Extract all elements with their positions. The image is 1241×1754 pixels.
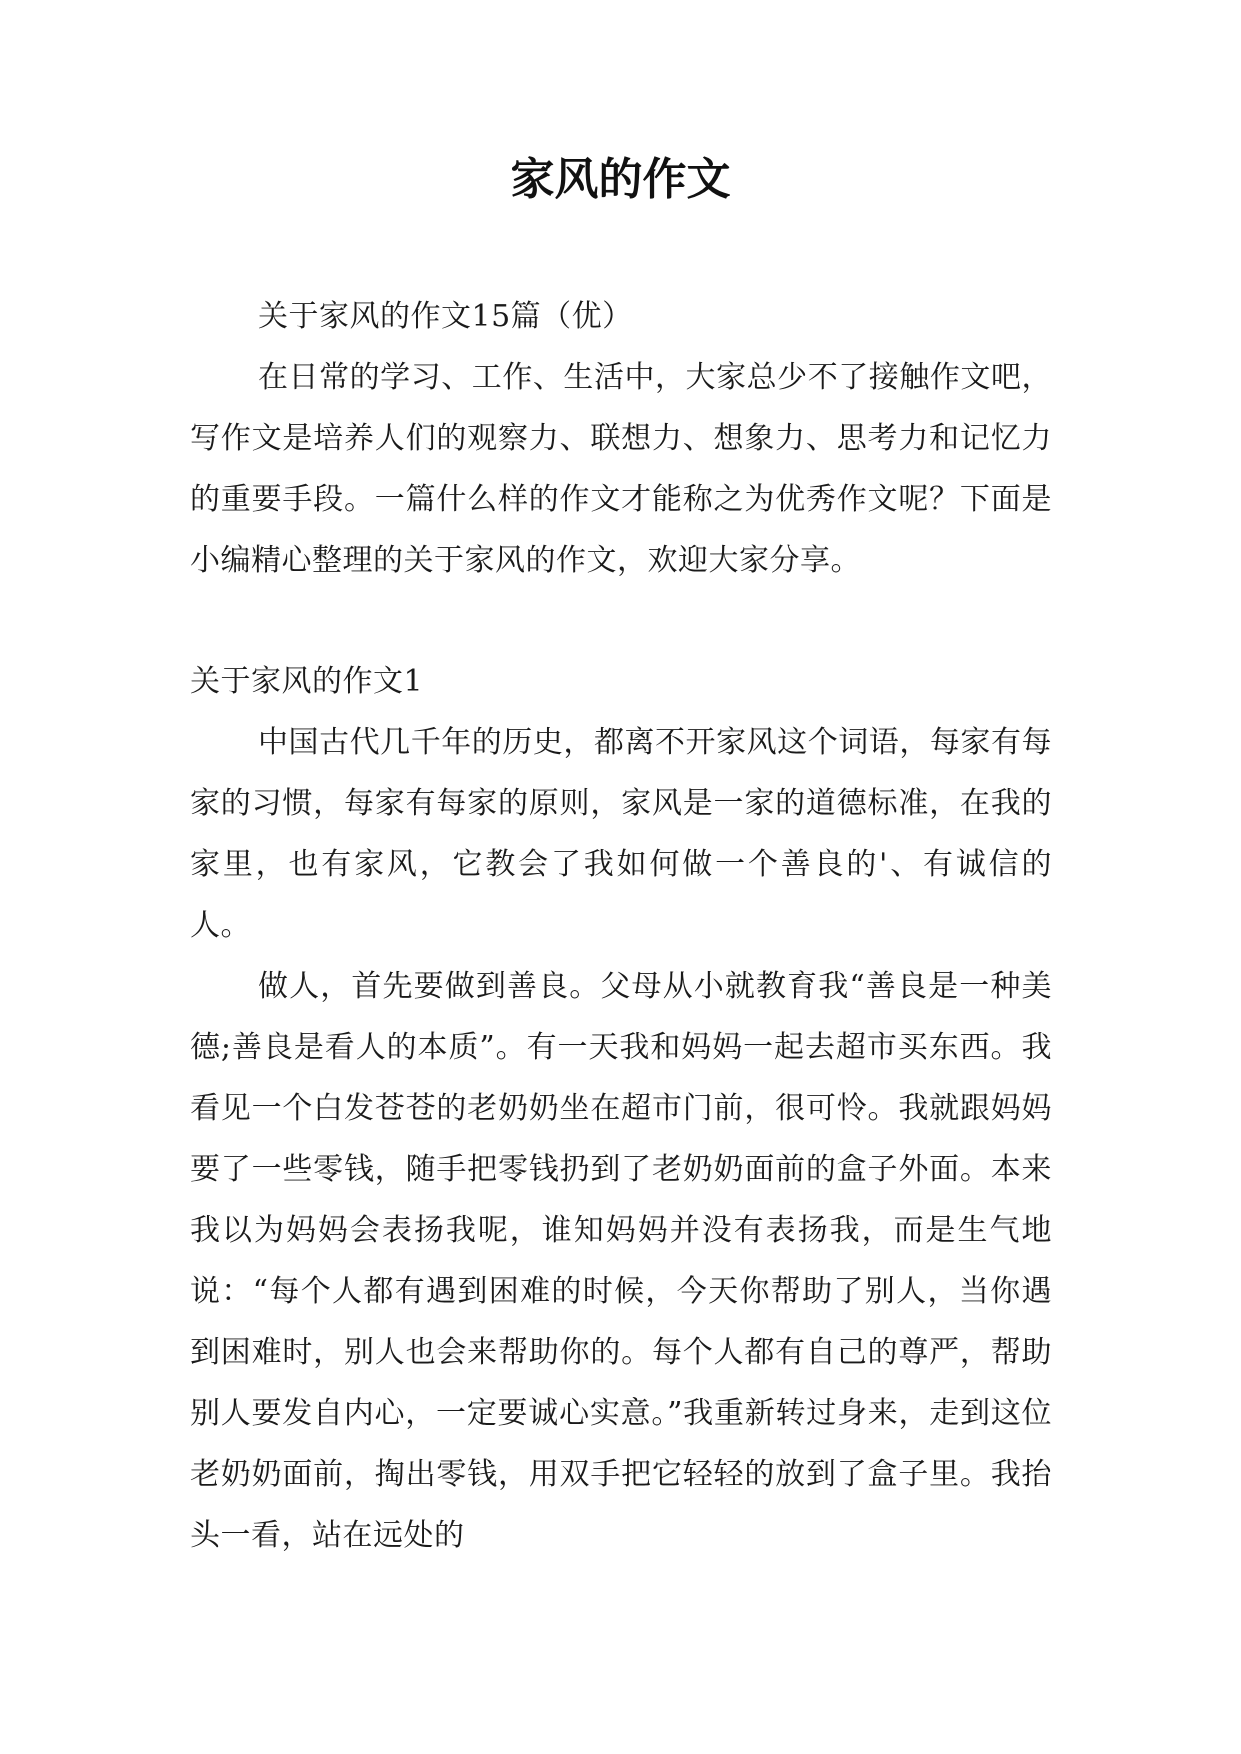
body-paragraph-1: 中国古代几千年的历史，都离不开家风这个词语，每家有每家的习惯，每家有每家的原则，家风是一家的道德标准，在我的家里，也有家风，它教会了我如何做一个善良的'、有诚信的人。 <box>190 725 1052 943</box>
body-paragraph-2: 做人，首先要做到善良。父母从小就教育我“善良是一种美德;善良是看人的本质”。有一天我和妈妈一起去超市买东西。我看见一个白发苍苍的老奶奶坐在超市门前，很可怜。我就跟妈妈要了一些零钱，随手把零钱扔到了老奶奶面前的盒子外面。本来我以为妈妈会表扬我呢，谁知妈妈并没有表扬我，而是生气地说：“每个人都有遇到困难的时候，今天你帮助了别人，当你遇到困难时，别人也会来帮助你的。每个人都有自己的尊严，帮助别人要发自内心，一定要诚心实意。”我重新转过身来，走到这位老奶奶面前，掏出零钱，用双手把它轻轻的放到了盒子里。我抬头一看，站在远处的 <box>190 969 1052 1553</box>
document-title: 家风的作文 <box>510 154 731 205</box>
document-subtitle: 关于家风的作文15篇（优） <box>258 299 633 334</box>
section-heading: 关于家风的作文1 <box>190 664 424 699</box>
document-body <box>190 286 1052 1566</box>
intro-paragraph: 在日常的学习、工作、生活中，大家总少不了接触作文吧，写作文是培养人们的观察力、联想力、想象力、思考力和记忆力的重要手段。一篇什么样的作文才能称之为优秀作文呢？下面是小编精心整理的关于家风的作文，欢迎大家分享。 <box>190 360 1052 578</box>
